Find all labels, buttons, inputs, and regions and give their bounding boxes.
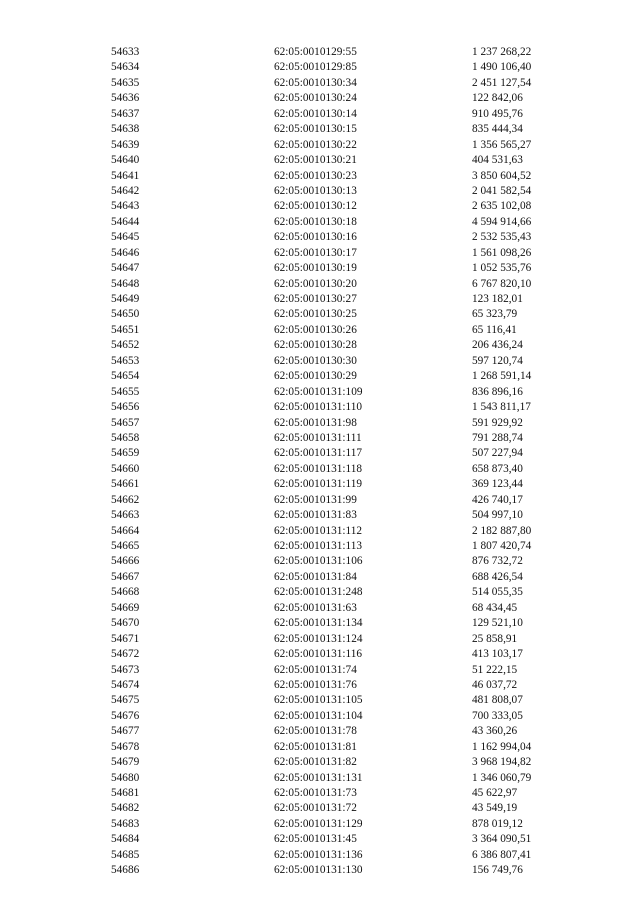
row-number: 54635 bbox=[111, 76, 140, 89]
cadastral-number: 62:05:0010131:81 bbox=[274, 740, 357, 753]
cadastral-value: 658 873,40 bbox=[472, 462, 523, 475]
cadastral-number: 62:05:0010131:124 bbox=[274, 632, 363, 645]
row-number: 54649 bbox=[111, 293, 140, 305]
row-number: 54660 bbox=[111, 462, 140, 475]
table-row bbox=[0, 246, 640, 261]
row-number: 54657 bbox=[111, 416, 140, 429]
cadastral-number: 62:05:0010131:105 bbox=[274, 694, 363, 707]
cadastral-number: 62:05:0010130:17 bbox=[274, 246, 357, 259]
row-number: 54678 bbox=[111, 740, 140, 753]
row-number: 54640 bbox=[111, 154, 140, 167]
table-row bbox=[0, 369, 640, 384]
cadastral-number: 62:05:0010131:72 bbox=[274, 802, 357, 815]
table-row bbox=[0, 354, 640, 369]
cadastral-number: 62:05:0010131:73 bbox=[274, 787, 357, 799]
table-row bbox=[0, 848, 640, 863]
table-row bbox=[0, 416, 640, 431]
cadastral-number: 62:05:0010131:116 bbox=[274, 648, 363, 661]
cadastral-value: 156 749,76 bbox=[472, 864, 523, 877]
cadastral-value: 1 052 535,76 bbox=[472, 262, 532, 275]
row-number: 54646 bbox=[111, 246, 140, 259]
table-row bbox=[0, 169, 640, 184]
row-number: 54674 bbox=[111, 678, 140, 691]
cadastral-value: 876 732,72 bbox=[472, 555, 523, 568]
row-number: 54634 bbox=[111, 61, 140, 74]
table-row bbox=[0, 462, 640, 477]
cadastral-value: 413 103,17 bbox=[472, 648, 523, 661]
row-number: 54682 bbox=[111, 802, 140, 815]
table-row bbox=[0, 261, 640, 276]
row-number: 54681 bbox=[111, 787, 140, 799]
table-row bbox=[0, 446, 640, 461]
cadastral-number: 62:05:0010130:13 bbox=[274, 184, 357, 197]
table-row bbox=[0, 663, 640, 678]
cadastral-number: 62:05:0010131:82 bbox=[274, 756, 357, 769]
cadastral-number: 62:05:0010131:98 bbox=[274, 416, 357, 429]
cadastral-number: 62:05:0010130:34 bbox=[274, 76, 357, 89]
row-number: 54675 bbox=[111, 694, 140, 707]
cadastral-number: 62:05:0010131:83 bbox=[274, 509, 357, 522]
cadastral-value: 910 495,76 bbox=[472, 107, 523, 120]
cadastral-value: 1 807 420,74 bbox=[472, 540, 532, 552]
table-row bbox=[0, 771, 640, 786]
cadastral-value: 688 426,54 bbox=[472, 570, 523, 583]
cadastral-value: 597 120,74 bbox=[472, 354, 523, 367]
cadastral-number: 62:05:0010131:134 bbox=[274, 617, 363, 630]
cadastral-value: 129 521,10 bbox=[472, 617, 523, 630]
cadastral-number: 62:05:0010131:84 bbox=[274, 570, 357, 583]
cadastral-value: 507 227,94 bbox=[472, 447, 523, 460]
cadastral-number: 62:05:0010130:30 bbox=[274, 354, 357, 367]
cadastral-value: 51 222,15 bbox=[472, 663, 518, 676]
row-number: 54686 bbox=[111, 864, 140, 877]
row-number: 54677 bbox=[111, 725, 140, 738]
table-row bbox=[0, 832, 640, 847]
row-number: 54636 bbox=[111, 92, 140, 105]
cadastral-number: 62:05:0010130:29 bbox=[274, 370, 357, 383]
cadastral-number: 62:05:0010130:24 bbox=[274, 92, 357, 105]
cadastral-value: 122 842,06 bbox=[472, 92, 523, 105]
table-row bbox=[0, 338, 640, 353]
cadastral-number: 62:05:0010131:130 bbox=[274, 864, 363, 877]
table-row bbox=[0, 107, 640, 122]
cadastral-number: 62:05:0010131:106 bbox=[274, 555, 363, 568]
row-number: 54664 bbox=[111, 524, 140, 537]
cadastral-value: 68 434,45 bbox=[472, 601, 518, 614]
table-row bbox=[0, 138, 640, 153]
row-number: 54662 bbox=[111, 493, 140, 506]
cadastral-number: 62:05:0010131:113 bbox=[274, 540, 363, 552]
cadastral-number: 62:05:0010131:119 bbox=[274, 478, 363, 491]
cadastral-value: 1 346 060,79 bbox=[472, 771, 532, 784]
row-number: 54637 bbox=[111, 107, 140, 120]
cadastral-number: 62:05:0010131:131 bbox=[274, 771, 363, 784]
cadastral-number: 62:05:0010130:15 bbox=[274, 123, 357, 136]
table-row bbox=[0, 385, 640, 400]
table-row bbox=[0, 616, 640, 631]
row-number: 54650 bbox=[111, 308, 140, 321]
cadastral-number: 62:05:0010131:111 bbox=[274, 431, 362, 444]
cadastral-number: 62:05:0010131:110 bbox=[274, 401, 363, 414]
row-number: 54684 bbox=[111, 833, 140, 846]
cadastral-number: 62:05:0010130:26 bbox=[274, 323, 357, 336]
cadastral-value: 591 929,92 bbox=[472, 416, 523, 429]
table-row bbox=[0, 709, 640, 724]
cadastral-number: 62:05:0010131:112 bbox=[274, 524, 363, 537]
table-row bbox=[0, 76, 640, 91]
cadastral-number: 62:05:0010130:22 bbox=[274, 138, 357, 151]
cadastral-value: 481 808,07 bbox=[472, 694, 523, 707]
table-row bbox=[0, 400, 640, 415]
cadastral-value: 504 997,10 bbox=[472, 509, 523, 522]
table-row bbox=[0, 647, 640, 662]
cadastral-number: 62:05:0010130:14 bbox=[274, 107, 357, 120]
cadastral-number: 62:05:0010130:21 bbox=[274, 154, 357, 167]
cadastral-number: 62:05:0010129:55 bbox=[274, 46, 357, 58]
cadastral-number: 62:05:0010131:45 bbox=[274, 833, 357, 846]
row-number: 54670 bbox=[111, 617, 140, 630]
cadastral-value: 3 364 090,51 bbox=[472, 833, 532, 846]
row-number: 54669 bbox=[111, 601, 140, 614]
cadastral-number: 62:05:0010130:20 bbox=[274, 277, 357, 290]
cadastral-value: 791 288,74 bbox=[472, 431, 523, 444]
cadastral-number: 62:05:0010131:99 bbox=[274, 493, 357, 506]
table-row bbox=[0, 215, 640, 230]
cadastral-value: 43 549,19 bbox=[472, 802, 518, 815]
table-row bbox=[0, 230, 640, 245]
cadastral-value-list bbox=[0, 45, 640, 879]
cadastral-value: 6 386 807,41 bbox=[472, 848, 532, 861]
cadastral-value: 2 041 582,54 bbox=[472, 184, 532, 197]
row-number: 54685 bbox=[111, 848, 140, 861]
table-row bbox=[0, 60, 640, 75]
cadastral-value: 836 896,16 bbox=[472, 385, 523, 398]
cadastral-value: 878 019,12 bbox=[472, 817, 523, 830]
cadastral-number: 62:05:0010131:74 bbox=[274, 663, 357, 676]
cadastral-number: 62:05:0010131:118 bbox=[274, 462, 363, 475]
table-row bbox=[0, 801, 640, 816]
cadastral-number: 62:05:0010131:78 bbox=[274, 725, 357, 738]
cadastral-value: 2 451 127,54 bbox=[472, 76, 532, 89]
table-row bbox=[0, 539, 640, 554]
cadastral-number: 62:05:0010130:25 bbox=[274, 308, 357, 321]
table-row bbox=[0, 693, 640, 708]
table-row bbox=[0, 199, 640, 214]
cadastral-number: 62:05:0010130:28 bbox=[274, 339, 357, 352]
row-number: 54642 bbox=[111, 184, 140, 197]
table-row bbox=[0, 45, 640, 60]
row-number: 54676 bbox=[111, 709, 140, 722]
cadastral-number: 62:05:0010131:248 bbox=[274, 586, 363, 599]
row-number: 54679 bbox=[111, 756, 140, 769]
table-row bbox=[0, 477, 640, 492]
cadastral-value: 2 532 535,43 bbox=[472, 231, 532, 244]
table-row bbox=[0, 153, 640, 168]
cadastral-value: 1 561 098,26 bbox=[472, 246, 532, 259]
cadastral-value: 835 444,34 bbox=[472, 123, 523, 136]
table-row bbox=[0, 431, 640, 446]
row-number: 54665 bbox=[111, 540, 140, 552]
row-number: 54653 bbox=[111, 354, 140, 367]
row-number: 54643 bbox=[111, 200, 140, 213]
table-row bbox=[0, 863, 640, 878]
row-number: 54666 bbox=[111, 555, 140, 568]
row-number: 54652 bbox=[111, 339, 140, 352]
row-number: 54683 bbox=[111, 817, 140, 830]
cadastral-number: 62:05:0010131:136 bbox=[274, 848, 363, 861]
table-row bbox=[0, 323, 640, 338]
cadastral-value: 206 436,24 bbox=[472, 339, 523, 352]
cadastral-number: 62:05:0010130:12 bbox=[274, 200, 357, 213]
cadastral-number: 62:05:0010130:23 bbox=[274, 169, 357, 182]
cadastral-value: 65 323,79 bbox=[472, 308, 518, 321]
cadastral-value: 1 490 106,40 bbox=[472, 61, 532, 74]
row-number: 54655 bbox=[111, 385, 140, 398]
row-number: 54656 bbox=[111, 401, 140, 414]
table-row bbox=[0, 292, 640, 307]
cadastral-value: 2 635 102,08 bbox=[472, 200, 532, 213]
table-row bbox=[0, 724, 640, 739]
cadastral-value: 369 123,44 bbox=[472, 478, 523, 491]
cadastral-number: 62:05:0010131:129 bbox=[274, 817, 363, 830]
cadastral-value: 45 622,97 bbox=[472, 787, 518, 799]
row-number: 54672 bbox=[111, 648, 140, 661]
row-number: 54645 bbox=[111, 231, 140, 244]
cadastral-value: 1 543 811,17 bbox=[472, 401, 531, 414]
cadastral-value: 43 360,26 bbox=[472, 725, 518, 738]
row-number: 54647 bbox=[111, 262, 140, 275]
table-row bbox=[0, 678, 640, 693]
cadastral-number: 62:05:0010130:19 bbox=[274, 262, 357, 275]
cadastral-value: 25 858,91 bbox=[472, 632, 518, 645]
cadastral-number: 62:05:0010131:104 bbox=[274, 709, 363, 722]
cadastral-value: 3 968 194,82 bbox=[472, 756, 532, 769]
table-row bbox=[0, 817, 640, 832]
row-number: 54654 bbox=[111, 370, 140, 383]
table-row bbox=[0, 277, 640, 292]
cadastral-number: 62:05:0010129:85 bbox=[274, 61, 357, 74]
cadastral-value: 514 055,35 bbox=[472, 586, 523, 599]
table-row bbox=[0, 570, 640, 585]
cadastral-value: 3 850 604,52 bbox=[472, 169, 532, 182]
row-number: 54671 bbox=[111, 632, 140, 645]
cadastral-number: 62:05:0010131:76 bbox=[274, 678, 357, 691]
row-number: 54633 bbox=[111, 46, 140, 58]
table-row bbox=[0, 91, 640, 106]
row-number: 54661 bbox=[111, 478, 140, 491]
row-number: 54667 bbox=[111, 570, 140, 583]
cadastral-value: 700 333,05 bbox=[472, 709, 523, 722]
cadastral-value: 1 237 268,22 bbox=[472, 46, 532, 58]
row-number: 54644 bbox=[111, 215, 140, 228]
cadastral-number: 62:05:0010130:16 bbox=[274, 231, 357, 244]
cadastral-value: 6 767 820,10 bbox=[472, 277, 532, 290]
cadastral-value: 46 037,72 bbox=[472, 678, 518, 691]
table-row bbox=[0, 786, 640, 801]
table-row bbox=[0, 508, 640, 523]
cadastral-value: 4 594 914,66 bbox=[472, 215, 532, 228]
row-number: 54668 bbox=[111, 586, 140, 599]
cadastral-value: 404 531,63 bbox=[472, 154, 523, 167]
cadastral-value: 2 182 887,80 bbox=[472, 524, 532, 537]
table-row bbox=[0, 755, 640, 770]
cadastral-value: 123 182,01 bbox=[472, 293, 523, 305]
row-number: 54663 bbox=[111, 509, 140, 522]
table-row bbox=[0, 740, 640, 755]
cadastral-number: 62:05:0010131:117 bbox=[274, 447, 363, 460]
row-number: 54659 bbox=[111, 447, 140, 460]
table-row bbox=[0, 601, 640, 616]
cadastral-value: 1 162 994,04 bbox=[472, 740, 532, 753]
cadastral-number: 62:05:0010131:109 bbox=[274, 385, 363, 398]
row-number: 54651 bbox=[111, 323, 140, 336]
table-row bbox=[0, 184, 640, 199]
cadastral-value: 1 268 591,14 bbox=[472, 370, 532, 383]
row-number: 54673 bbox=[111, 663, 140, 676]
cadastral-number: 62:05:0010131:63 bbox=[274, 601, 357, 614]
cadastral-value: 1 356 565,27 bbox=[472, 138, 532, 151]
row-number: 54639 bbox=[111, 138, 140, 151]
table-row bbox=[0, 307, 640, 322]
table-row bbox=[0, 524, 640, 539]
cadastral-value: 65 116,41 bbox=[472, 323, 517, 336]
row-number: 54641 bbox=[111, 169, 140, 182]
cadastral-number: 62:05:0010130:27 bbox=[274, 293, 357, 305]
table-row bbox=[0, 585, 640, 600]
row-number: 54648 bbox=[111, 277, 140, 290]
cadastral-number: 62:05:0010130:18 bbox=[274, 215, 357, 228]
cadastral-value: 426 740,17 bbox=[472, 493, 523, 506]
row-number: 54638 bbox=[111, 123, 140, 136]
row-number: 54658 bbox=[111, 431, 140, 444]
table-row bbox=[0, 632, 640, 647]
table-row bbox=[0, 493, 640, 508]
table-row bbox=[0, 122, 640, 137]
table-row bbox=[0, 554, 640, 569]
row-number: 54680 bbox=[111, 771, 140, 784]
